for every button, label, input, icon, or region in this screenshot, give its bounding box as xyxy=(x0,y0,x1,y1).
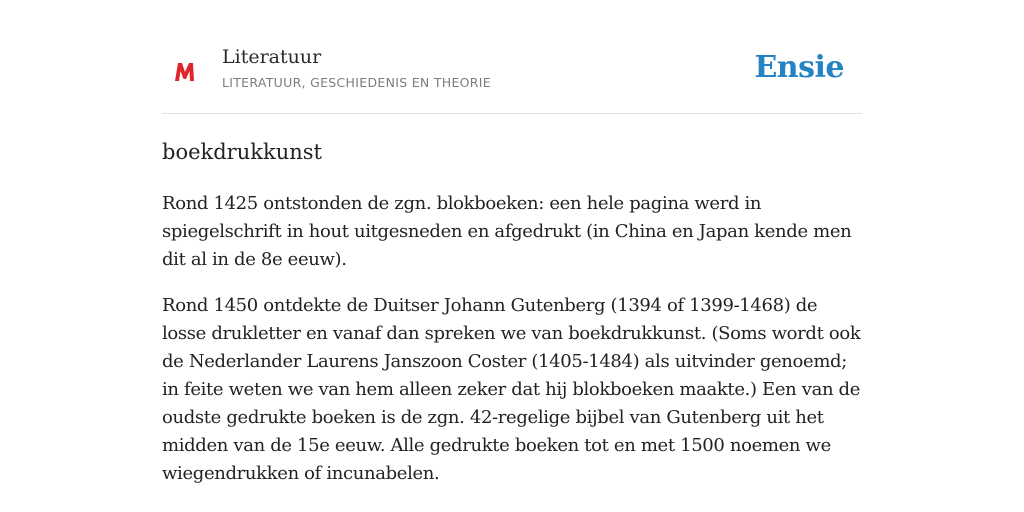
category-title[interactable]: Literatuur xyxy=(222,46,322,68)
article-paragraph: Rond 1450 ontdekte de Duitser Johann Gutenberg (1394 of 1399-1468) de losse drukletter en vanaf dan spreken we van boekdrukkunst. (Soms wordt ook de Nederlander Laurens Janszoon Coster (1405-1484) als uitvinder genoemd; in feite weten we van hem alleen zeker dat hij blokboeken maakte.) Een van de oudste gedrukte boeken is de zgn. 42-regelige bijbel van Gutenberg uit het midden van de 15e eeuw. Alle gedrukte boeken tot en met 1500 noemen we wiegendrukken of incunabelen. xyxy=(162,295,861,484)
article-title: boekdrukkunst xyxy=(162,140,322,164)
article-paragraph: Rond 1425 ontstonden de zgn. blokboeken: een hele pagina werd in spiegelschrift in hout uitgesneden en afgedrukt (in China en Japan kende men dit al in de 8e eeuw). xyxy=(162,193,852,270)
article xyxy=(162,137,864,506)
brand-logo[interactable]: Ensie xyxy=(754,50,844,85)
site-header xyxy=(162,40,862,114)
ensie-m-logo-icon[interactable] xyxy=(172,58,198,84)
category-subtitle: LITERATUUR, GESCHIEDENIS EN THEORIE xyxy=(222,75,491,90)
